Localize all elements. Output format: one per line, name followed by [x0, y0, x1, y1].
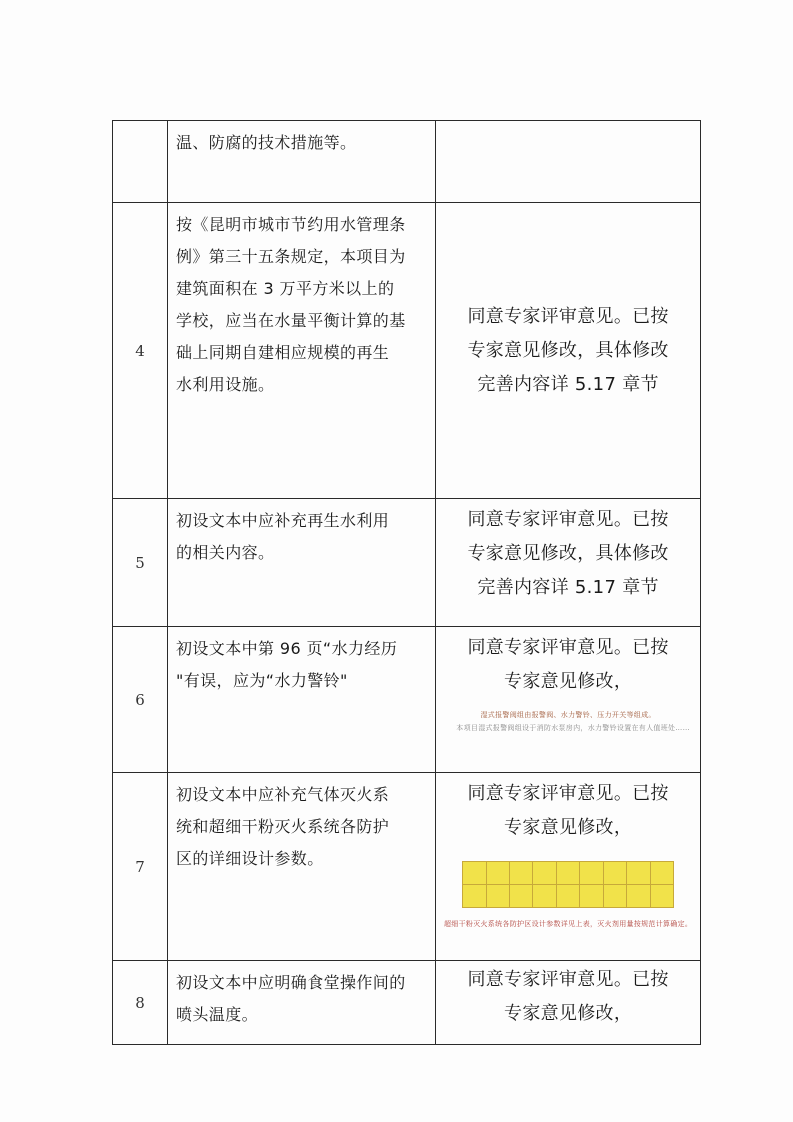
issue-line: 初设文本中第 96 页“水力经历 [176, 639, 398, 658]
screenshot-thumbnail [444, 709, 692, 735]
table-row [113, 499, 701, 627]
reply-cell [436, 627, 701, 773]
issue-line: 础上同期自建相应规模的再生 [176, 343, 390, 362]
issue-line: 初设文本中应明确食堂操作间的 [176, 973, 406, 992]
issue-line: 的相关内容。 [176, 543, 275, 562]
issue-cell [168, 773, 436, 961]
issue-line: "有误，应为“水力警铃" [176, 671, 348, 690]
issue-cell [168, 627, 436, 773]
row-number [113, 121, 168, 203]
reply-cell [436, 961, 701, 1045]
issue-line: 例》第三十五条规定，本项目为 [176, 247, 406, 266]
reply-cell [436, 499, 701, 627]
thumbnail-line: 湿式报警阀组由报警阀、水力警铃、压力开关等组成。 [480, 711, 656, 719]
reply-line: 同意专家评审意见。已按 [467, 509, 669, 530]
thumbnail-line: 本项目湿式报警阀组设于消防水泵房内，水力警铃设置在有人值班处…… [456, 724, 690, 732]
reply-line: 专家意见修改，具体修改 [467, 543, 669, 564]
table-row [113, 773, 701, 961]
issue-line: 初设文本中应补充气体灭火系 [176, 785, 390, 804]
table-row [113, 203, 701, 499]
issue-line: 水利用设施。 [176, 375, 275, 394]
reply-line: 完善内容详 5.17 章节 [477, 577, 659, 598]
reply-line: 同意专家评审意见。已按 [467, 783, 669, 804]
issue-line: 按《昆明市城市节约用水管理条 [176, 215, 406, 234]
issue-line: 喷头温度。 [176, 1005, 259, 1024]
reply-line: 专家意见修改， [504, 817, 633, 838]
row-number: 8 [113, 961, 168, 1045]
issue-line: 初设文本中应补充再生水利用 [176, 511, 390, 530]
reply-line: 完善内容详 5.17 章节 [477, 373, 659, 395]
reply-line: 专家意见修改，具体修改 [467, 339, 669, 361]
issue-cell [168, 499, 436, 627]
review-table [112, 120, 701, 1045]
reply-cell [436, 773, 701, 961]
reply-line: 专家意见修改， [504, 1003, 633, 1024]
thumbnail-note: 超细干粉灭火系统各防护区设计参数详见上表，灭火剂用量按规范计算确定。 [444, 920, 693, 928]
row-number: 7 [113, 773, 168, 961]
row-number: 4 [113, 203, 168, 499]
issue-line: 温、防腐的技术措施等。 [176, 133, 357, 152]
row-number: 5 [113, 499, 168, 627]
issue-cell [168, 121, 436, 203]
reply-line: 同意专家评审意见。已按 [467, 969, 669, 990]
issue-line: 学校，应当在水量平衡计算的基 [176, 311, 406, 330]
reply-line: 同意专家评审意见。已按 [467, 305, 669, 327]
table-row [113, 627, 701, 773]
reply-line: 专家意见修改， [504, 671, 633, 692]
reply-line: 同意专家评审意见。已按 [467, 637, 669, 658]
issue-line: 区的详细设计参数。 [176, 849, 324, 868]
issue-line: 统和超细干粉灭火系统各防护 [176, 817, 390, 836]
issue-cell [168, 961, 436, 1045]
reply-cell [436, 121, 701, 203]
reply-cell [436, 203, 701, 499]
issue-line: 建筑面积在 3 万平方米以上的 [176, 279, 395, 298]
row-number: 6 [113, 627, 168, 773]
table-row [113, 961, 701, 1045]
parameter-table-thumbnail [462, 861, 674, 908]
table-row [113, 121, 701, 203]
issue-cell [168, 203, 436, 499]
